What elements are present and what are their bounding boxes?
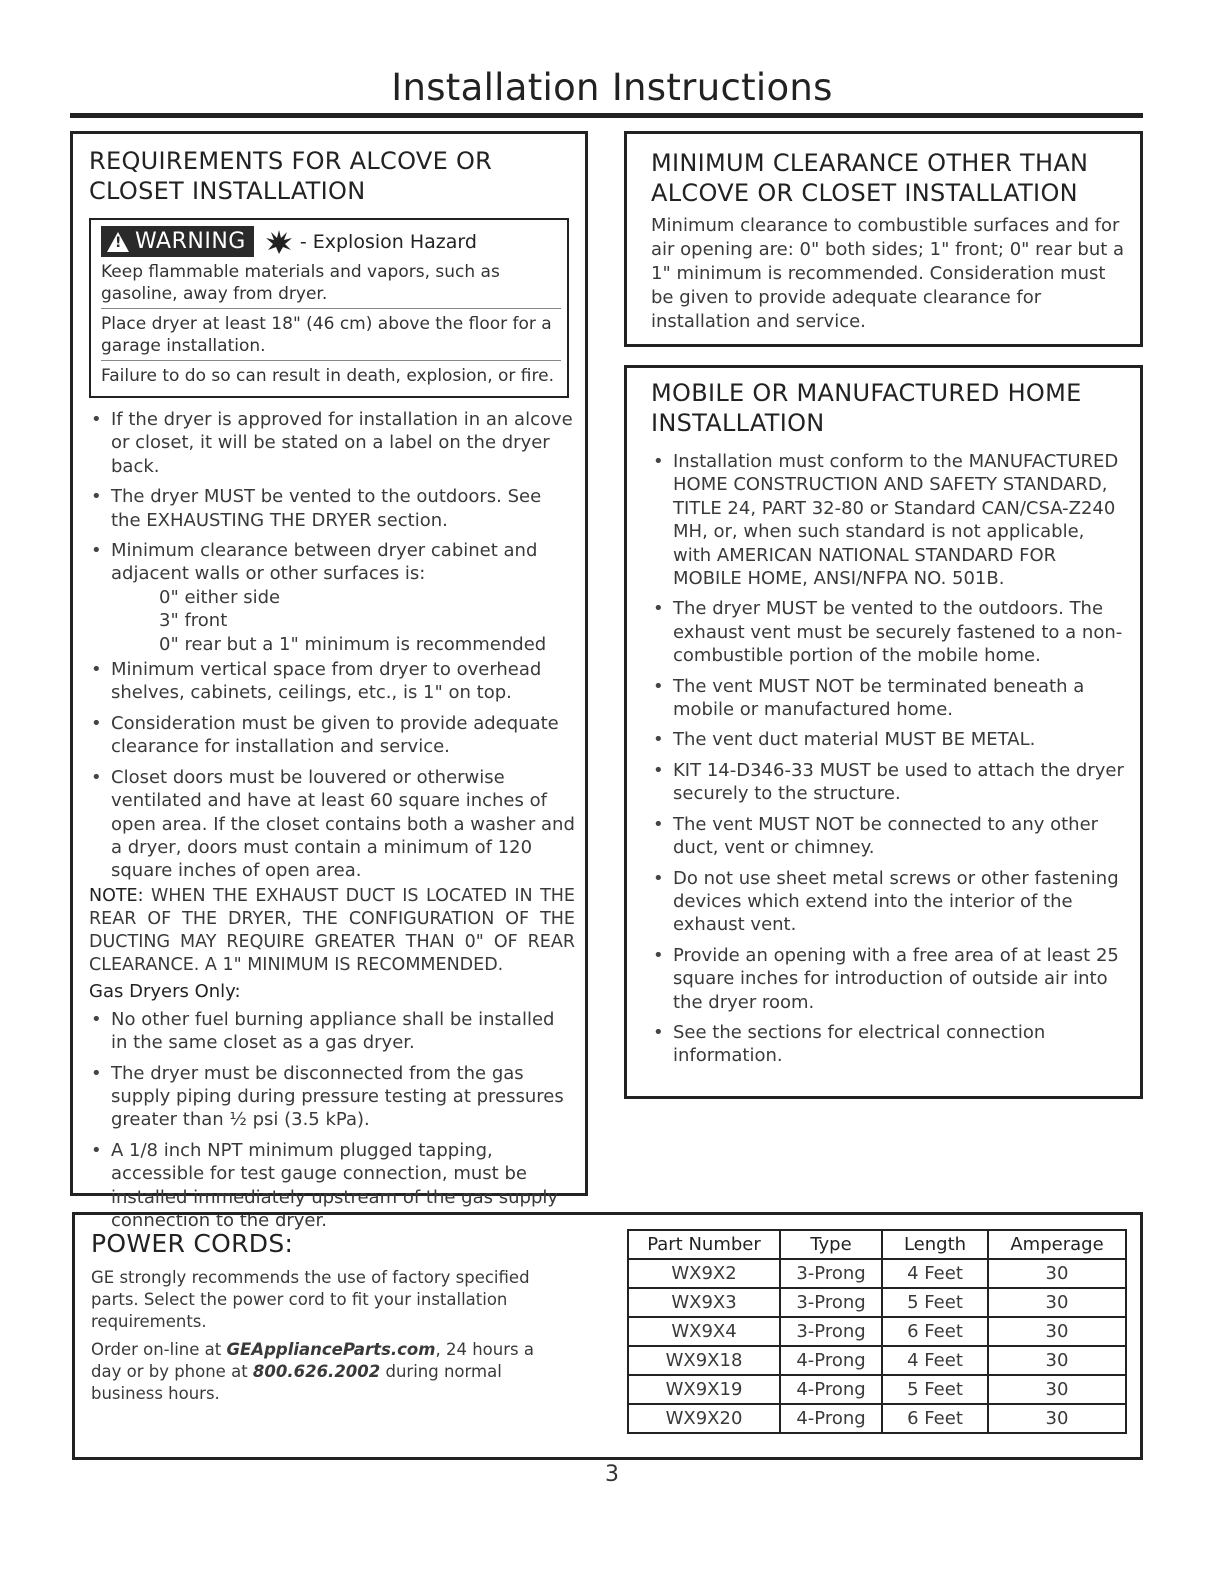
note [89,885,575,977]
power-cords-order [91,1339,561,1405]
gas-list [89,1008,575,1233]
mobile-home-list [651,450,1128,1068]
table-row [628,1317,1126,1346]
table-cell: WX9X4 [628,1317,780,1346]
table-cell: 3-Prong [780,1259,882,1288]
table-cell: WX9X3 [628,1288,780,1317]
list-item: • Closet doors must be louvered or otherwise ventilated and have at least 60 square inches of open area. If the closet contains both a washer and a dryer, doors must contain a minimum of 120 square inches of open area. [89,766,575,883]
table-cell: WX9X20 [628,1404,780,1433]
table-cell: WX9X18 [628,1346,780,1375]
table-row [628,1404,1126,1433]
clearance-side: 0" either side [159,586,281,608]
list-item: • See the sections for electrical connection information. [651,1021,1128,1068]
list-item: • The dryer MUST be vented to the outdoors. The exhaust vent must be securely fastened to a non-combustible portion of the mobile home. [651,597,1128,667]
table-cell: 3-Prong [780,1288,882,1317]
list-item: • The vent MUST NOT be connected to any other duct, vent or chimney. [651,813,1128,860]
list-item: • Do not use sheet metal screws or other fastening devices which extend into the interior of the exhaust vent. [651,867,1128,937]
minimum-clearance-heading: MINIMUM CLEARANCE OTHER THAN ALCOVE OR CLOSET INSTALLATION [651,149,1089,207]
power-cords-heading: POWER CORDS: [91,1229,294,1258]
power-cords-text: GE strongly recommends the use of factory specified parts. Select the power cord to fit your installation requirements. [91,1268,530,1331]
order-text: Order on-line at [91,1340,227,1359]
table-cell: 3-Prong [780,1317,882,1346]
list-item-text: Minimum clearance between dryer cabinet and adjacent walls or other surfaces is: [111,540,538,585]
mobile-home-section [624,365,1143,1099]
alcove-list [89,408,575,883]
table-cell: 5 Feet [882,1288,988,1317]
list-item: • The dryer MUST be vented to the outdoors. See the EXHAUSTING THE DRYER section. [89,485,575,532]
column-header: Length [882,1230,988,1259]
alcove-section [70,131,588,1231]
table-cell: 4 Feet [882,1259,988,1288]
clearance-rear: 0" rear but a 1" minimum is recommended [159,633,547,655]
warning-badge [101,226,254,257]
table-cell: 4-Prong [780,1404,882,1433]
table-cell: 4 Feet [882,1346,988,1375]
list-item: • If the dryer is approved for installation in an alcove or closet, it will be stated on a label on the dryer back. [89,408,575,478]
table-cell: 30 [988,1404,1126,1433]
power-cord-table [627,1229,1127,1434]
table-row [628,1288,1126,1317]
note-text: WHEN THE EXHAUST DUCT IS LOCATED IN THE REAR OF THE DRYER, THE CONFIGURATION OF THE DUCTING MAY REQUIRE GREATER THAN 0" OF REAR CLEARANCE. A 1" MINIMUM IS RECOMMENDED. [89,885,575,975]
table-header-row [628,1230,1126,1259]
title-rule [70,113,1143,118]
table-cell: 30 [988,1288,1126,1317]
explosion-icon [264,228,294,256]
list-item: • A 1/8 inch NPT minimum plugged tapping, accessible for test gauge connection, must be installed immediately upstream of the gas supply connection to the dryer. [89,1139,575,1233]
list-item: • Installation must conform to the MANUFACTURED HOME CONSTRUCTION AND SAFETY STANDARD, TITLE 24, PART 32-80 or Standard CAN/CSA-Z240 MH, or, when such standard is not applicable, with AMERICAN NATIONAL STANDARD FOR MOBILE HOME, ANSI/NFPA NO. 501B. [651,450,1128,590]
warning-line: Place dryer at least 18" (46 cm) above the floor for a garage installation. [101,309,561,361]
table-cell: 30 [988,1375,1126,1404]
clearance-front: 3" front [159,610,228,632]
warning-box [89,218,569,398]
minimum-clearance-section [624,131,1143,347]
table-cell: 4-Prong [780,1375,882,1404]
table-row [628,1375,1126,1404]
order-text-2: , 24 hours a day or by phone at [91,1340,534,1381]
list-item: • The dryer must be disconnected from the gas supply piping during pressure testing at pressures greater than ½ psi (3.5 kPa). [89,1062,575,1132]
page-title: Installation Instructions [391,66,833,109]
gas-dryers-heading: Gas Dryers Only: [89,980,241,1002]
table-cell: 30 [988,1346,1126,1375]
order-text-3: during normal business hours. [91,1362,502,1403]
mobile-home-heading: MOBILE OR MANUFACTURED HOME INSTALLATION [651,379,1082,437]
note-label: NOTE: [89,885,144,906]
phone-number: 800.626.2002 [252,1362,381,1381]
minimum-clearance-text: Minimum clearance to combustible surfaces and for air opening are: 0" both sides; 1" front; 0" rear but a 1" minimum is recommended. Consideration must be given to provide adequate clearance for installation and service. [651,215,1125,332]
table-cell: 30 [988,1317,1126,1346]
alcove-heading: REQUIREMENTS FOR ALCOVE OR CLOSET INSTALLATION [89,147,493,205]
warning-line: Failure to do so can result in death, explosion, or fire. [101,366,554,386]
table-cell: 6 Feet [882,1317,988,1346]
warning-line: Keep flammable materials and vapors, such as gasoline, away from dryer. [101,257,561,309]
list-item [89,539,575,656]
parts-website: GEApplianceParts.com [226,1340,436,1359]
table-cell: WX9X2 [628,1259,780,1288]
table-cell: 6 Feet [882,1404,988,1433]
list-item: • Minimum vertical space from dryer to overhead shelves, cabinets, ceilings, etc., is 1" on top. [89,658,575,705]
list-item: • Consideration must be given to provide adequate clearance for installation and service. [89,712,575,759]
table-cell: 4-Prong [780,1346,882,1375]
warning-badge-text: WARNING [135,229,246,254]
page-number: 3 [605,1462,619,1487]
table-row [628,1346,1126,1375]
table-cell: 30 [988,1259,1126,1288]
warning-triangle-icon: ! [107,232,129,252]
list-item: • No other fuel burning appliance shall be installed in the same closet as a gas dryer. [89,1008,575,1055]
column-header: Part Number [628,1230,780,1259]
power-cords-section [72,1212,1143,1460]
table-cell: WX9X19 [628,1375,780,1404]
list-item: • The vent duct material MUST BE METAL. [651,728,1128,751]
list-item: • Provide an opening with a free area of at least 25 square inches for introduction of outside air into the dryer room. [651,944,1128,1014]
list-item: • KIT 14-D346-33 MUST be used to attach the dryer securely to the structure. [651,759,1128,806]
table-row [628,1259,1126,1288]
hazard-label: - Explosion Hazard [299,230,477,253]
column-header: Type [780,1230,882,1259]
column-header: Amperage [988,1230,1126,1259]
list-item: • The vent MUST NOT be terminated beneath a mobile or manufactured home. [651,675,1128,722]
table-cell: 5 Feet [882,1375,988,1404]
